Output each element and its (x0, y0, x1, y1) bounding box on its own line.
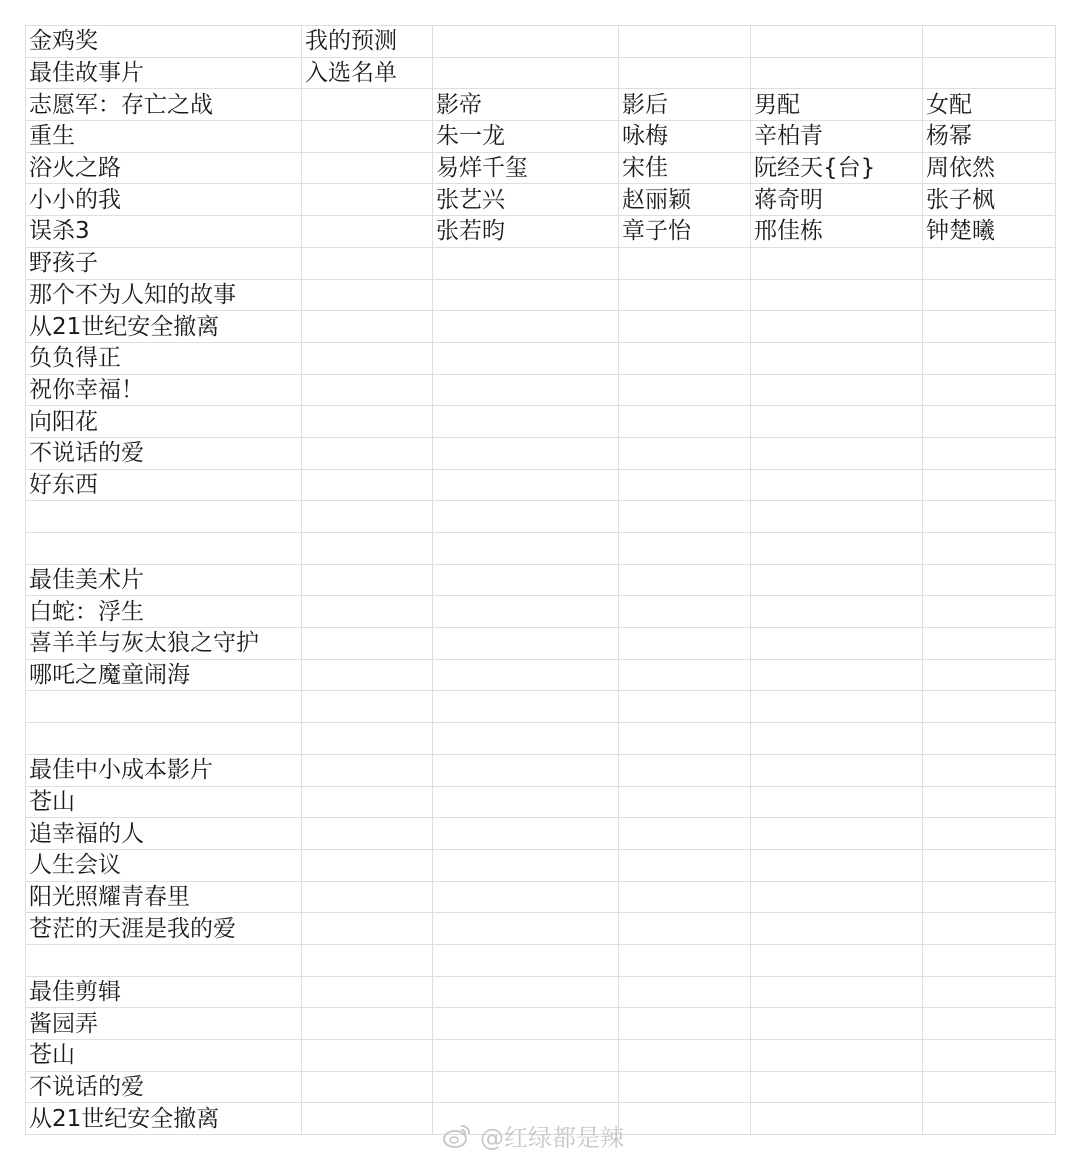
sheet-cell[interactable] (751, 247, 923, 279)
sheet-row (26, 564, 1056, 596)
sheet-cell[interactable] (619, 976, 751, 1008)
sheet-cell[interactable]: 浴火之路 (26, 152, 302, 184)
sheet-cell[interactable]: 辛柏青 (751, 121, 923, 153)
sheet-cell[interactable] (302, 849, 433, 881)
sheet-cell[interactable]: 人生会议 (26, 849, 302, 881)
sheet-cell[interactable] (619, 691, 751, 723)
sheet-cell[interactable] (302, 184, 433, 216)
sheet-cell[interactable]: 朱一龙 (433, 121, 619, 153)
sheet-row (26, 1008, 1056, 1040)
sheet-cell[interactable] (433, 944, 619, 976)
sheet-cell[interactable] (302, 596, 433, 628)
sheet-cell[interactable] (923, 659, 1056, 691)
sheet-cell[interactable] (619, 469, 751, 501)
sheet-cell[interactable] (302, 89, 433, 121)
sheet-cell[interactable] (619, 57, 751, 89)
sheet-cell[interactable]: 最佳中小成本影片 (26, 754, 302, 786)
sheet-cell[interactable]: 张艺兴 (433, 184, 619, 216)
sheet-cell[interactable] (751, 628, 923, 660)
sheet-cell[interactable] (302, 216, 433, 248)
sheet-cell[interactable] (619, 533, 751, 565)
sheet-cell[interactable] (302, 691, 433, 723)
sheet-cell[interactable] (433, 723, 619, 755)
sheet-cell[interactable] (433, 564, 619, 596)
sheet-cell[interactable]: 张子枫 (923, 184, 1056, 216)
sheet-row (26, 628, 1056, 660)
sheet-cell[interactable] (302, 406, 433, 438)
weibo-logo-icon (442, 1123, 472, 1149)
sheet-cell[interactable] (619, 247, 751, 279)
sheet-cell[interactable] (923, 342, 1056, 374)
sheet-cell[interactable] (302, 247, 433, 279)
sheet-cell[interactable]: 从21世纪安全撤离 (26, 1103, 302, 1135)
sheet-cell[interactable] (302, 374, 433, 406)
sheet-cell[interactable] (26, 501, 302, 533)
sheet-cell[interactable] (923, 564, 1056, 596)
sheet-cell[interactable] (302, 881, 433, 913)
sheet-cell[interactable]: 邢佳栋 (751, 216, 923, 248)
sheet-cell[interactable] (302, 1071, 433, 1103)
sheet-cell[interactable] (923, 469, 1056, 501)
spreadsheet (25, 25, 1056, 1135)
sheet-cell[interactable] (302, 533, 433, 565)
sheet-cell[interactable] (751, 849, 923, 881)
sheet-cell[interactable] (923, 881, 1056, 913)
sheet-cell[interactable] (433, 1040, 619, 1072)
sheet-cell[interactable]: 好东西 (26, 469, 302, 501)
sheet-cell[interactable] (923, 818, 1056, 850)
sheet-cell[interactable] (751, 881, 923, 913)
sheet-cell[interactable] (751, 501, 923, 533)
sheet-cell[interactable] (302, 944, 433, 976)
sheet-cell[interactable]: 小小的我 (26, 184, 302, 216)
sheet-row (26, 913, 1056, 945)
sheet-cell[interactable] (302, 786, 433, 818)
sheet-cell[interactable] (751, 533, 923, 565)
sheet-cell[interactable] (751, 342, 923, 374)
sheet-cell[interactable] (751, 406, 923, 438)
sheet-cell[interactable] (923, 723, 1056, 755)
sheet-cell[interactable] (26, 691, 302, 723)
sheet-cell[interactable] (923, 437, 1056, 469)
sheet-cell[interactable] (302, 501, 433, 533)
sheet-cell[interactable] (619, 26, 751, 58)
sheet-cell[interactable]: 酱园弄 (26, 1008, 302, 1040)
sheet-cell[interactable]: 不说话的爱 (26, 437, 302, 469)
sheet-cell[interactable] (433, 406, 619, 438)
sheet-cell[interactable] (619, 659, 751, 691)
sheet-cell[interactable]: 白蛇：浮生 (26, 596, 302, 628)
sheet-cell[interactable]: 那个不为人知的故事 (26, 279, 302, 311)
sheet-cell[interactable] (751, 818, 923, 850)
sheet-cell[interactable] (433, 596, 619, 628)
sheet-cell[interactable] (923, 247, 1056, 279)
sheet-cell[interactable] (751, 944, 923, 976)
sheet-row (26, 944, 1056, 976)
sheet-cell[interactable] (433, 786, 619, 818)
sheet-cell[interactable] (302, 469, 433, 501)
sheet-row (26, 152, 1056, 184)
sheet-cell[interactable]: 重生 (26, 121, 302, 153)
sheet-cell[interactable]: 苍山 (26, 786, 302, 818)
sheet-cell[interactable] (923, 1040, 1056, 1072)
sheet-cell[interactable]: 蒋奇明 (751, 184, 923, 216)
sheet-cell[interactable] (751, 1071, 923, 1103)
sheet-cell[interactable] (302, 152, 433, 184)
sheet-cell[interactable] (923, 57, 1056, 89)
sheet-cell[interactable] (751, 437, 923, 469)
watermark (442, 1118, 624, 1153)
sheet-cell[interactable] (751, 723, 923, 755)
sheet-cell[interactable] (26, 533, 302, 565)
sheet-cell[interactable] (923, 913, 1056, 945)
sheet-cell[interactable] (619, 564, 751, 596)
sheet-cell[interactable] (433, 533, 619, 565)
sheet-cell[interactable] (923, 849, 1056, 881)
sheet-cell[interactable] (923, 501, 1056, 533)
sheet-cell[interactable] (751, 469, 923, 501)
sheet-cell[interactable]: 杨幂 (923, 121, 1056, 153)
sheet-cell[interactable] (302, 311, 433, 343)
sheet-cell[interactable]: 误杀3 (26, 216, 302, 248)
sheet-cell[interactable] (619, 596, 751, 628)
sheet-cell[interactable] (302, 564, 433, 596)
sheet-row (26, 216, 1056, 248)
sheet-cell[interactable] (302, 1040, 433, 1072)
sheet-cell[interactable]: 最佳剪辑 (26, 976, 302, 1008)
sheet-cell[interactable]: 苍茫的天涯是我的爱 (26, 913, 302, 945)
sheet-cell[interactable] (26, 723, 302, 755)
sheet-cell[interactable] (751, 913, 923, 945)
sheet-cell[interactable] (619, 786, 751, 818)
sheet-cell[interactable]: 负负得正 (26, 342, 302, 374)
sheet-cell[interactable] (751, 311, 923, 343)
sheet-cell[interactable] (619, 1103, 751, 1135)
sheet-cell[interactable] (619, 849, 751, 881)
sheet-cell[interactable] (923, 786, 1056, 818)
sheet-cell[interactable] (302, 1103, 433, 1135)
sheet-cell[interactable] (751, 691, 923, 723)
sheet-row (26, 406, 1056, 438)
sheet-cell[interactable] (433, 469, 619, 501)
sheet-cell[interactable] (619, 754, 751, 786)
sheet-cell[interactable]: 金鸡奖 (26, 26, 302, 58)
sheet-cell[interactable] (302, 976, 433, 1008)
sheet-cell[interactable] (619, 818, 751, 850)
sheet-row (26, 501, 1056, 533)
sheet-cell[interactable] (302, 628, 433, 660)
sheet-cell[interactable] (923, 26, 1056, 58)
sheet-cell[interactable]: 影后 (619, 89, 751, 121)
sheet-body (26, 26, 1056, 1135)
sheet-row (26, 469, 1056, 501)
sheet-cell[interactable] (923, 406, 1056, 438)
sheet-cell[interactable]: 野孩子 (26, 247, 302, 279)
sheet-row (26, 374, 1056, 406)
sheet-cell[interactable] (923, 754, 1056, 786)
sheet-cell[interactable] (923, 311, 1056, 343)
sheet-cell[interactable] (302, 342, 433, 374)
sheet-cell[interactable]: 赵丽颖 (619, 184, 751, 216)
sheet-cell[interactable] (433, 26, 619, 58)
sheet-row (26, 1040, 1056, 1072)
sheet-cell[interactable] (302, 723, 433, 755)
sheet-cell[interactable]: 志愿军：存亡之战 (26, 89, 302, 121)
sheet-cell[interactable] (619, 1071, 751, 1103)
sheet-cell[interactable] (751, 279, 923, 311)
sheet-row (26, 754, 1056, 786)
sheet-cell[interactable] (619, 406, 751, 438)
sheet-cell[interactable] (619, 1008, 751, 1040)
sheet-row (26, 1071, 1056, 1103)
sheet-cell[interactable] (923, 976, 1056, 1008)
sheet-cell[interactable] (923, 628, 1056, 660)
sheet-cell[interactable] (751, 1103, 923, 1135)
sheet-cell[interactable]: 哪吒之魔童闹海 (26, 659, 302, 691)
watermark-text: @红绿都是辣 (480, 1124, 624, 1152)
sheet-row (26, 57, 1056, 89)
sheet-cell[interactable] (433, 913, 619, 945)
sheet-cell[interactable] (619, 437, 751, 469)
sheet-cell[interactable] (923, 1008, 1056, 1040)
sheet-cell[interactable] (923, 596, 1056, 628)
sheet-row (26, 596, 1056, 628)
sheet-cell[interactable]: 男配 (751, 89, 923, 121)
sheet-cell[interactable]: 周依然 (923, 152, 1056, 184)
sheet-row (26, 723, 1056, 755)
sheet-cell[interactable] (751, 374, 923, 406)
sheet-cell[interactable]: 苍山 (26, 1040, 302, 1072)
sheet-cell[interactable] (619, 279, 751, 311)
sheet-cell[interactable] (751, 26, 923, 58)
sheet-cell[interactable]: 我的预测 (302, 26, 433, 58)
sheet-cell[interactable] (433, 247, 619, 279)
sheet-cell[interactable] (751, 976, 923, 1008)
sheet-cell[interactable] (923, 279, 1056, 311)
sheet-row (26, 786, 1056, 818)
sheet-cell[interactable] (619, 723, 751, 755)
sheet-cell[interactable] (433, 691, 619, 723)
sheet-cell[interactable] (923, 1103, 1056, 1135)
sheet-cell[interactable] (433, 57, 619, 89)
sheet-cell[interactable] (433, 1071, 619, 1103)
sheet-row (26, 881, 1056, 913)
sheet-cell[interactable] (433, 1008, 619, 1040)
sheet-row (26, 184, 1056, 216)
sheet-cell[interactable] (433, 374, 619, 406)
sheet-cell[interactable] (923, 1071, 1056, 1103)
sheet-cell[interactable] (619, 374, 751, 406)
sheet-cell[interactable]: 阮经天{台} (751, 152, 923, 184)
sheet-cell[interactable] (619, 311, 751, 343)
sheet-cell[interactable]: 不说话的爱 (26, 1071, 302, 1103)
sheet-row (26, 437, 1056, 469)
sheet-cell[interactable] (751, 1008, 923, 1040)
sheet-row (26, 89, 1056, 121)
sheet-row (26, 976, 1056, 1008)
sheet-cell[interactable] (923, 944, 1056, 976)
sheet-cell[interactable]: 最佳故事片 (26, 57, 302, 89)
sheet-row (26, 311, 1056, 343)
sheet-row (26, 26, 1056, 58)
sheet-cell[interactable] (751, 1040, 923, 1072)
sheet-cell[interactable]: 钟楚曦 (923, 216, 1056, 248)
sheet-cell[interactable] (619, 944, 751, 976)
sheet-cell[interactable] (923, 374, 1056, 406)
sheet-cell[interactable] (433, 849, 619, 881)
sheet-cell[interactable]: 女配 (923, 89, 1056, 121)
sheet-cell[interactable] (302, 279, 433, 311)
sheet-row (26, 247, 1056, 279)
sheet-cell[interactable]: 易烊千玺 (433, 152, 619, 184)
sheet-cell[interactable] (302, 913, 433, 945)
sheet-cell[interactable] (619, 342, 751, 374)
sheet-cell[interactable]: 咏梅 (619, 121, 751, 153)
sheet-cell[interactable] (302, 754, 433, 786)
sheet-cell[interactable] (923, 691, 1056, 723)
sheet-cell[interactable] (619, 501, 751, 533)
sheet-cell[interactable]: 影帝 (433, 89, 619, 121)
sheet-cell[interactable] (751, 786, 923, 818)
sheet-cell[interactable] (619, 881, 751, 913)
sheet-cell[interactable]: 章子怡 (619, 216, 751, 248)
sheet-cell[interactable] (433, 818, 619, 850)
sheet-cell[interactable] (26, 944, 302, 976)
sheet-cell[interactable] (433, 628, 619, 660)
sheet-cell[interactable] (433, 659, 619, 691)
sheet-cell[interactable] (433, 754, 619, 786)
sheet-cell[interactable] (302, 659, 433, 691)
sheet-cell[interactable] (433, 437, 619, 469)
sheet-cell[interactable]: 阳光照耀青春里 (26, 881, 302, 913)
sheet-cell[interactable] (302, 818, 433, 850)
sheet-row (26, 659, 1056, 691)
sheet-cell[interactable] (302, 437, 433, 469)
sheet-cell[interactable] (619, 913, 751, 945)
sheet-cell[interactable] (433, 342, 619, 374)
sheet-cell[interactable] (433, 881, 619, 913)
sheet-row (26, 342, 1056, 374)
sheet-row (26, 533, 1056, 565)
sheet-row (26, 849, 1056, 881)
sheet-cell[interactable] (923, 533, 1056, 565)
sheet-cell[interactable] (433, 976, 619, 1008)
sheet-cell[interactable] (751, 564, 923, 596)
sheet-cell[interactable] (302, 121, 433, 153)
sheet-cell[interactable] (751, 596, 923, 628)
sheet-cell[interactable]: 张若昀 (433, 216, 619, 248)
sheet-cell[interactable]: 喜羊羊与灰太狼之守护 (26, 628, 302, 660)
sheet-row (26, 818, 1056, 850)
sheet-cell[interactable]: 追幸福的人 (26, 818, 302, 850)
sheet-row (26, 121, 1056, 153)
sheet-row (26, 279, 1056, 311)
sheet-cell[interactable] (302, 1008, 433, 1040)
sheet-cell[interactable]: 从21世纪安全撤离 (26, 311, 302, 343)
sheet-cell[interactable]: 宋佳 (619, 152, 751, 184)
sheet-row (26, 691, 1056, 723)
sheet-cell[interactable] (751, 659, 923, 691)
sheet-cell[interactable]: 入选名单 (302, 57, 433, 89)
sheet-cell[interactable] (751, 57, 923, 89)
sheet-cell[interactable] (433, 311, 619, 343)
sheet-cell[interactable] (433, 279, 619, 311)
sheet-cell[interactable] (433, 501, 619, 533)
sheet-cell[interactable] (751, 754, 923, 786)
sheet-cell[interactable]: 最佳美术片 (26, 564, 302, 596)
sheet-cell[interactable] (619, 628, 751, 660)
sheet-cell[interactable]: 向阳花 (26, 406, 302, 438)
sheet-cell[interactable]: 祝你幸福！ (26, 374, 302, 406)
sheet-cell[interactable] (619, 1040, 751, 1072)
